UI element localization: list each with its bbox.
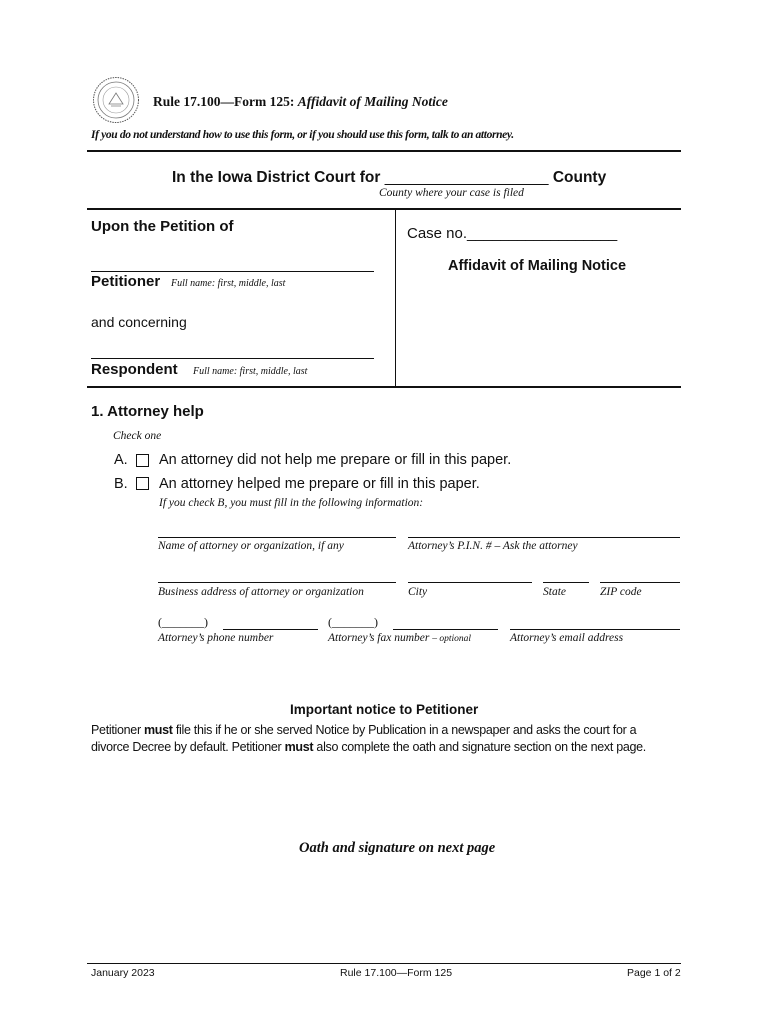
notice-2a: divorce Decree by default. Petitioner (91, 740, 285, 754)
notice-1a: Petitioner (91, 723, 144, 737)
phone-number-field[interactable] (223, 629, 318, 630)
footer-form: Rule 17.100—Form 125 (340, 967, 453, 979)
option-a-letter: A. (114, 452, 128, 468)
if-b-instruction: If you check B, you must fill in the following information: (159, 497, 424, 509)
petitioner-hint: Full name: first, middle, last (171, 278, 286, 289)
attorney-pin-field[interactable] (408, 537, 680, 538)
notice-heading: Important notice to Petitioner (290, 702, 479, 717)
fax-optional: – optional (432, 634, 472, 644)
notice-2b: also complete the oath and signature section on the next page. (313, 740, 646, 754)
option-b-checkbox[interactable] (136, 477, 149, 490)
fax-number-field[interactable] (393, 629, 498, 630)
county-field[interactable]: ___________________ (384, 169, 549, 186)
respondent-name-field[interactable] (91, 358, 374, 359)
attorney-warning: If you do not understand how to use this form, or if you should use this form, talk to an attorney. (91, 129, 514, 141)
upon-petition: Upon the Petition of (91, 218, 234, 235)
footer-date: January 2023 (91, 967, 155, 979)
state-label: State (543, 586, 566, 598)
section-heading: 1. Attorney help (91, 403, 204, 420)
attorney-pin-label: Attorney’s P.I.N. # – Ask the attorney (408, 540, 578, 552)
continue-note: Oath and signature on next page (299, 840, 496, 856)
court-line (172, 169, 606, 187)
notice-line-2 (91, 740, 646, 754)
attorney-name-label: Name of attorney or organization, if any (158, 540, 344, 552)
notice-1-must: must (143, 723, 173, 737)
header-divider (87, 150, 681, 152)
option-a-checkbox[interactable] (136, 454, 149, 467)
zip-label: ZIP code (600, 586, 642, 598)
fax-area-code[interactable]: (_______) (328, 615, 378, 629)
phone-area-code[interactable]: (_______) (158, 615, 208, 629)
footer-divider (87, 963, 681, 964)
petitioner-name-field[interactable] (91, 271, 374, 272)
option-a-text: An attorney did not help me prepare or fill in this paper. (159, 452, 512, 468)
caption-bottom-divider (87, 386, 681, 388)
option-b-text: An attorney helped me prepare or fill in this paper. (159, 476, 480, 492)
seal-icon (92, 76, 140, 124)
court-prefix: In the Iowa District Court for (172, 169, 381, 186)
business-address-label: Business address of attorney or organization (158, 586, 364, 598)
and-concerning: and concerning (91, 314, 187, 330)
phone-label: Attorney’s phone number (158, 632, 274, 644)
business-address-field[interactable] (158, 582, 396, 583)
zip-field[interactable] (600, 582, 680, 583)
option-b-letter: B. (114, 476, 128, 492)
state-field[interactable] (543, 582, 589, 583)
case-number-field[interactable]: Case no.__________________ (407, 225, 618, 242)
check-one-hint: Check one (113, 430, 162, 442)
attorney-name-field[interactable] (158, 537, 396, 538)
caption-vertical-divider (395, 209, 396, 386)
city-label: City (408, 586, 428, 598)
petitioner-label: Petitioner (91, 273, 161, 290)
court-suffix: County (552, 169, 607, 186)
respondent-hint: Full name: first, middle, last (193, 366, 308, 377)
notice-2-must: must (284, 740, 314, 754)
email-label: Attorney’s email address (510, 632, 624, 644)
footer-page: Page 1 of 2 (627, 967, 681, 979)
county-hint: County where your case is filed (379, 187, 524, 199)
document-title: Affidavit of Mailing Notice (448, 258, 627, 274)
city-field[interactable] (408, 582, 532, 583)
notice-line-1 (91, 723, 636, 737)
notice-1b: file this if he or she served Notice by Publication in a newspaper and asks the court for a (172, 723, 637, 737)
respondent-label: Respondent (91, 361, 178, 378)
court-seal (92, 76, 140, 124)
form-name: Affidavit of Mailing Notice (297, 94, 448, 109)
email-field[interactable] (510, 629, 680, 630)
caption-top-divider (87, 208, 681, 210)
rule-number: Rule 17.100—Form 125: (153, 94, 298, 109)
fax-label (328, 632, 471, 644)
form-rule-title (153, 94, 448, 110)
fax-label-text: Attorney’s fax number (328, 632, 430, 644)
